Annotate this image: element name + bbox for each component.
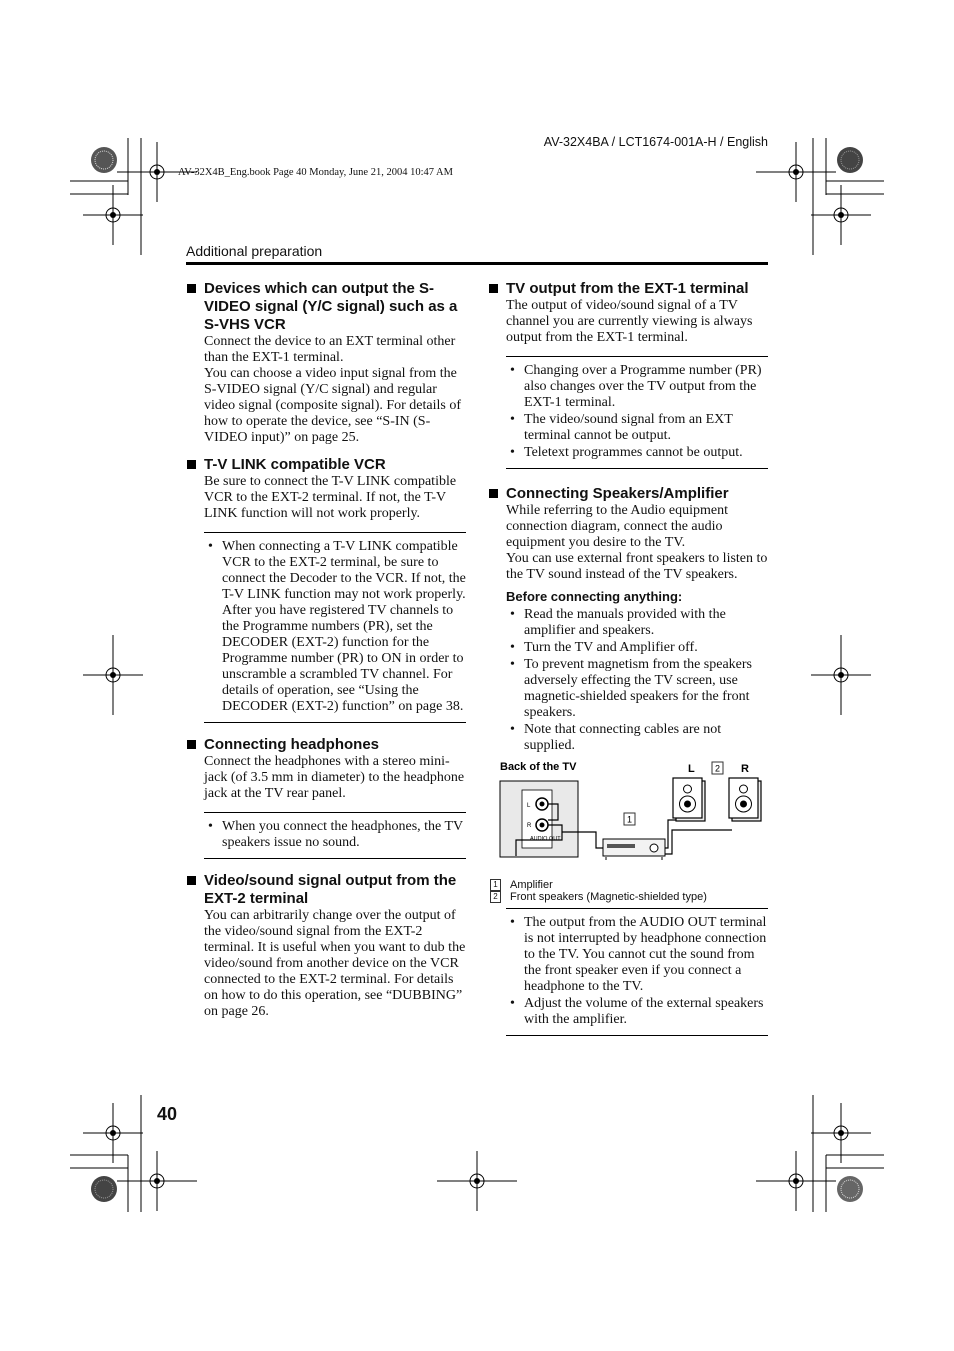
square-bullet-icon (187, 876, 196, 885)
list-item: • Read the manuals provided with the amplifier and speakers. (506, 607, 768, 639)
diagram-legend (488, 879, 768, 903)
note-item: • When you connect the headphones, the TV speakers issue no sound. (204, 819, 466, 851)
audio-connection-diagram (488, 760, 768, 903)
callout-1-number: 1 (626, 814, 633, 825)
section-body: The output of video/sound signal of a TV channel you are currently viewing is always output from the EXT-1 terminal. (506, 298, 753, 345)
diagram-drawing (488, 760, 768, 870)
speaker-left-icon (673, 778, 705, 821)
section-body: Be sure to connect the T-V LINK compatible VCR to the EXT-2 terminal. If not, the T-V LINK function will not work properly. (204, 474, 457, 521)
page-number: 40 (157, 1104, 178, 1124)
square-bullet-icon (489, 284, 498, 293)
note-box (204, 532, 466, 723)
section-tv-link-vcr (186, 456, 466, 723)
section-title: Connecting Speakers/Amplifier (488, 485, 768, 503)
note-box (204, 812, 466, 859)
list-item: • To prevent magnetism from the speakers adversely effecting the TV screen, use magnetic-shielded speakers for the front speakers. (506, 657, 768, 721)
square-bullet-icon (187, 284, 196, 293)
section-body: You can arbitrarily change over the output of the video/sound signal from the EXT-2 terminal. It is useful when you want to dub the video/sound from another device on the VCR connected to the EXT-2 terminal. For details on how to do this operation, see “DUBBING” on page 26. (204, 908, 466, 1019)
speaker-right-label: R (741, 763, 749, 775)
section-title: Devices which can output the S-VIDEO signal (Y/C signal) such as a S-VHS VCR (186, 280, 466, 334)
left-column (186, 280, 466, 1020)
note-item: • Adjust the volume of the external speakers with the amplifier. (506, 996, 768, 1028)
note-item: • Changing over a Programme number (PR) also changes over the TV output from the EXT-1 terminal. (506, 363, 768, 411)
square-bullet-icon (489, 489, 498, 498)
document-reference: AV-32X4BA / LCT1674-001A-H / English (543, 135, 768, 149)
section-title: Connecting headphones (186, 736, 466, 754)
speaker-right-icon (729, 778, 761, 821)
right-column (488, 280, 768, 1036)
section-title: Video/sound signal output from the EXT-2 terminal (186, 872, 466, 908)
section-body: While referring to the Audio equipment connection diagram, connect the audio equipment you desire to the TV. You can use external front speakers to listen to the TV sound instead of the TV speakers. (506, 503, 768, 582)
note-box (506, 908, 768, 1036)
section-headphones (186, 736, 466, 859)
before-connecting-list (506, 607, 768, 754)
list-item: • Turn the TV and Amplifier off. (506, 640, 768, 656)
header-rule (186, 262, 768, 265)
note-box (506, 356, 768, 469)
callout-2-number: 2 (714, 763, 721, 774)
section-ext2-output (186, 872, 466, 1020)
jack-r-label: R (527, 823, 532, 829)
note-item: • The video/sound signal from an EXT terminal cannot be output. (506, 412, 768, 444)
note-item: • When connecting a T-V LINK compatible VCR to the EXT-2 terminal, be sure to connect the Decoder to the VCR. If not, the T-V LINK function may not work properly. After you have registered TV channels to the Programme numbers (PR), set the DECODER (EXT-2) function for the Programme number (PR) to ON in order to unscramble a scrambled TV channel. For details of operation, see “Using the DECODER (EXT-2) function” on page 38. (204, 539, 466, 715)
file-stamp: AV-32X4B_Eng.book Page 40 Monday, June 21, 2004 10:47 AM (178, 167, 453, 178)
legend-item: 1 Amplifier (490, 879, 768, 891)
jack-l-label: L (527, 803, 531, 809)
section-title: TV output from the EXT-1 terminal (488, 280, 768, 298)
back-of-tv-label: Back of the TV (500, 761, 577, 773)
list-item: • Note that connecting cables are not supplied. (506, 722, 768, 754)
square-bullet-icon (187, 740, 196, 749)
note-item: • The output from the AUDIO OUT terminal is not interrupted by headphone connection to the TV. You cannot cut the sound from the front speaker even if you connect a headphone to the TV. (506, 915, 768, 995)
section-speakers-amplifier (488, 485, 768, 1036)
section-body: Connect the device to an EXT terminal other than the EXT-1 terminal. You can choose a video input signal from the S-VIDEO signal (Y/C signal) and regular video signal (composite signal). For details of how to operate the device, see “S-IN (S-VIDEO input)” on page 25. (204, 334, 462, 445)
audio-out-label: AUDIO OUT (530, 836, 561, 842)
note-item: • Teletext programmes cannot be output. (506, 445, 768, 461)
section-title: T-V LINK compatible VCR (186, 456, 466, 474)
section-body: Connect the headphones with a stereo mini-jack (of 3.5 mm in diameter) to the headphone jack at the TV rear panel. (204, 754, 465, 801)
running-head: Additional preparation (186, 243, 323, 259)
section-ext1-output (488, 280, 768, 469)
legend-item: 2 Front speakers (Magnetic-shielded type) (490, 891, 768, 903)
before-connecting-heading: Before connecting anything: (506, 589, 683, 604)
speaker-left-label: L (688, 763, 695, 775)
square-bullet-icon (187, 460, 196, 469)
section-s-video-devices (186, 280, 466, 446)
